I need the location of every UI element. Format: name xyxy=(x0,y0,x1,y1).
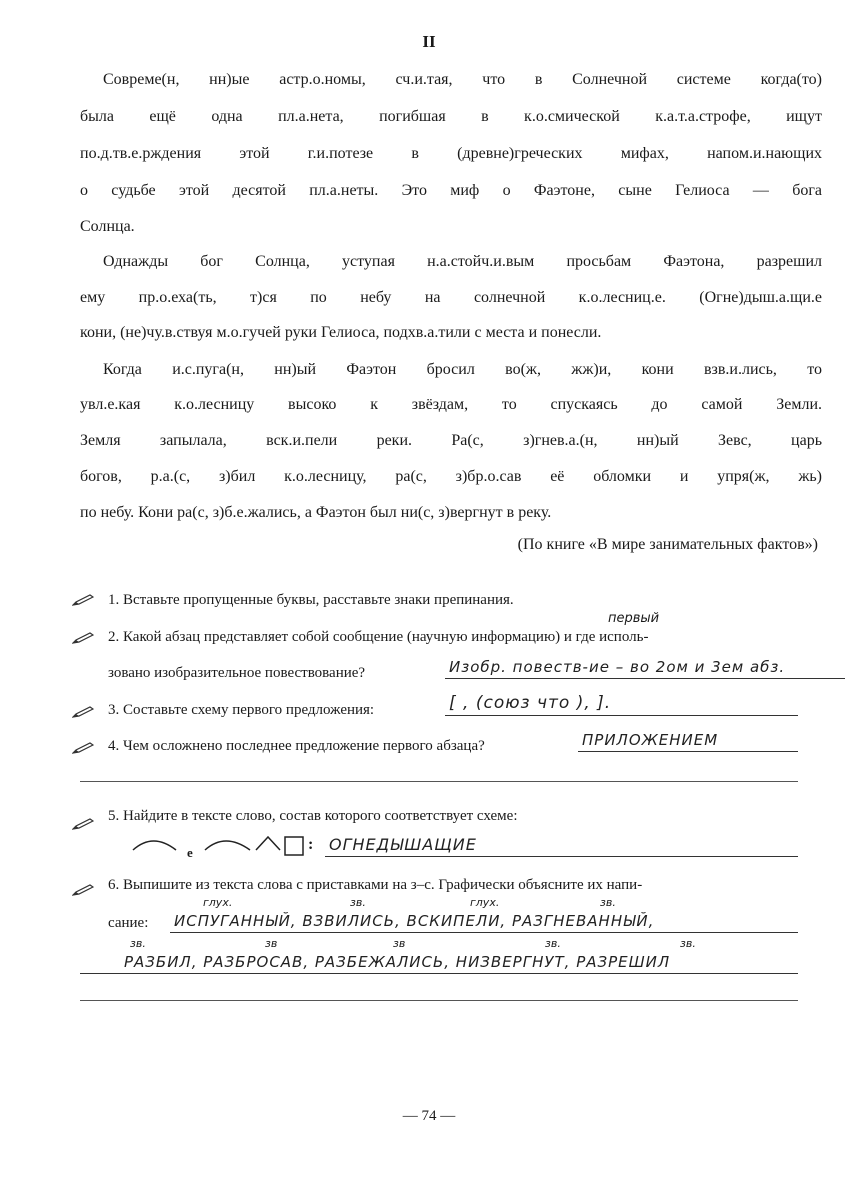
text-line: была ещё одна пл.а.нета, погибшая в к.о.смической к.а.т.а.строфе, ищут xyxy=(80,108,822,125)
mark: зв. xyxy=(680,937,696,950)
task-3: 3. Составьте схему первого предложения: xyxy=(108,702,375,718)
mark: глух. xyxy=(470,896,500,909)
task-1: 1. Вставьте пропущенные буквы, расставьте знаки препинания. xyxy=(108,592,514,608)
task-2: 2. Какой абзац представляет собой сообщение (научную информацию) и где исполь- xyxy=(108,629,649,645)
pencil-icon xyxy=(72,632,94,644)
text-line: Совреме(н, нн)ые астр.о.номы, сч.и.тая, что в Солнечной системе когда(то) xyxy=(103,71,822,88)
text-line: ему пр.о.еха(ть, т)ся по небу на солнечной к.о.лесниц.е. (Огне)дыш.а.щи.е xyxy=(80,289,822,306)
blank-line[interactable] xyxy=(80,781,798,782)
text-line: по небу. Кони ра(с, з)б.е.жались, а Фаэтон был ни(с, з)вергнут в реку. xyxy=(80,504,552,521)
answer-field-3[interactable]: [ , (союз что ), ]. xyxy=(445,693,798,716)
mark: зв. xyxy=(130,937,146,950)
text-line: о судьбе этой десятой пл.а.неты. Это миф о Фаэтоне, сыне Гелиоса — бога xyxy=(80,182,822,199)
colon: : xyxy=(308,836,314,853)
pencil-icon xyxy=(72,594,94,606)
mark: зв. xyxy=(545,937,561,950)
answer-field-4[interactable]: ПРИЛОЖЕНИЕМ xyxy=(578,729,798,752)
pencil-icon xyxy=(72,884,94,896)
text-line: Однажды бог Солнца, уступая н.а.стойч.и.вым просьбам Фаэтона, разрешил xyxy=(103,253,822,270)
task-4: 4. Чем осложнено последнее предложение первого абзаца? xyxy=(108,738,485,754)
task-5: 5. Найдите в тексте слово, состав которого соответствует схеме: xyxy=(108,808,518,824)
handwritten-note: первый xyxy=(608,611,660,626)
text-line: кони, (не)чу.в.ствуя м.о.гучей руки Гелиоса, подхв.а.тили с места и понесли. xyxy=(80,324,602,341)
page-number: — 74 — xyxy=(402,1108,456,1124)
connecting-vowel: е xyxy=(187,845,193,860)
pencil-icon xyxy=(72,742,94,754)
section-heading: II xyxy=(422,32,436,51)
suffix-icon xyxy=(256,837,280,850)
answer-field-2[interactable]: Изобр. повеств-ие – во 2ом и 3ем абз. xyxy=(445,656,845,679)
mark: зв xyxy=(393,937,406,950)
root-arc-icon xyxy=(133,841,176,850)
mark: зв xyxy=(265,937,278,950)
pencil-icon xyxy=(72,818,94,830)
mark: глух. xyxy=(203,896,233,909)
task-6: 6. Выпишите из текста слова с приставками на з–с. Графически объясните их напи- xyxy=(108,877,643,893)
text-line: Земля запылала, вск.и.пели реки. Ра(с, з)гнев.а.(н, нн)ый Зевс, царь xyxy=(80,432,822,449)
task-6-cont: сание: xyxy=(108,915,149,931)
morpheme-scheme xyxy=(128,832,318,864)
answer-field-6-line-2[interactable]: РАЗБИЛ, РАЗБРОСАВ, РАЗБЕЖАЛИСЬ, НИЗВЕРГНУТ, РАЗРЕШИЛ xyxy=(80,951,798,974)
source-credit: (По книге «В мире занимательных фактов») xyxy=(517,536,818,553)
root-arc-icon xyxy=(205,841,250,850)
pencil-icon xyxy=(72,706,94,718)
blank-line[interactable] xyxy=(80,1000,798,1001)
text-line: богов, р.а.(с, з)бил к.о.лесницу, ра(с, з)бр.о.сав её обломки и упря(ж, жь) xyxy=(80,468,822,485)
answer-field-6[interactable]: ИСПУГАННЫЙ, ВЗВИЛИСЬ, ВСКИПЕЛИ, РАЗГНЕВАННЫЙ, xyxy=(170,910,798,933)
text-line: Когда и.с.пуга(н, нн)ый Фаэтон бросил во(ж, жж)и, кони взв.и.лись, то xyxy=(103,361,822,378)
text-line: по.д.тв.е.рждения этой г.и.потезе в (древне)греческих мифах, напом.и.нающих xyxy=(80,145,822,162)
text-line: Солнца. xyxy=(80,218,135,235)
mark: зв. xyxy=(350,896,366,909)
answer-field-5[interactable]: ОГНЕДЫШАЩИЕ xyxy=(325,834,798,857)
ending-box-icon xyxy=(285,837,303,855)
task-2-cont: зовано изобразительное повествование? xyxy=(108,665,366,681)
mark: зв. xyxy=(600,896,616,909)
text-line: увл.е.кая к.о.лесницу высоко к звёздам, то спускаясь до самой Земли. xyxy=(80,396,822,413)
